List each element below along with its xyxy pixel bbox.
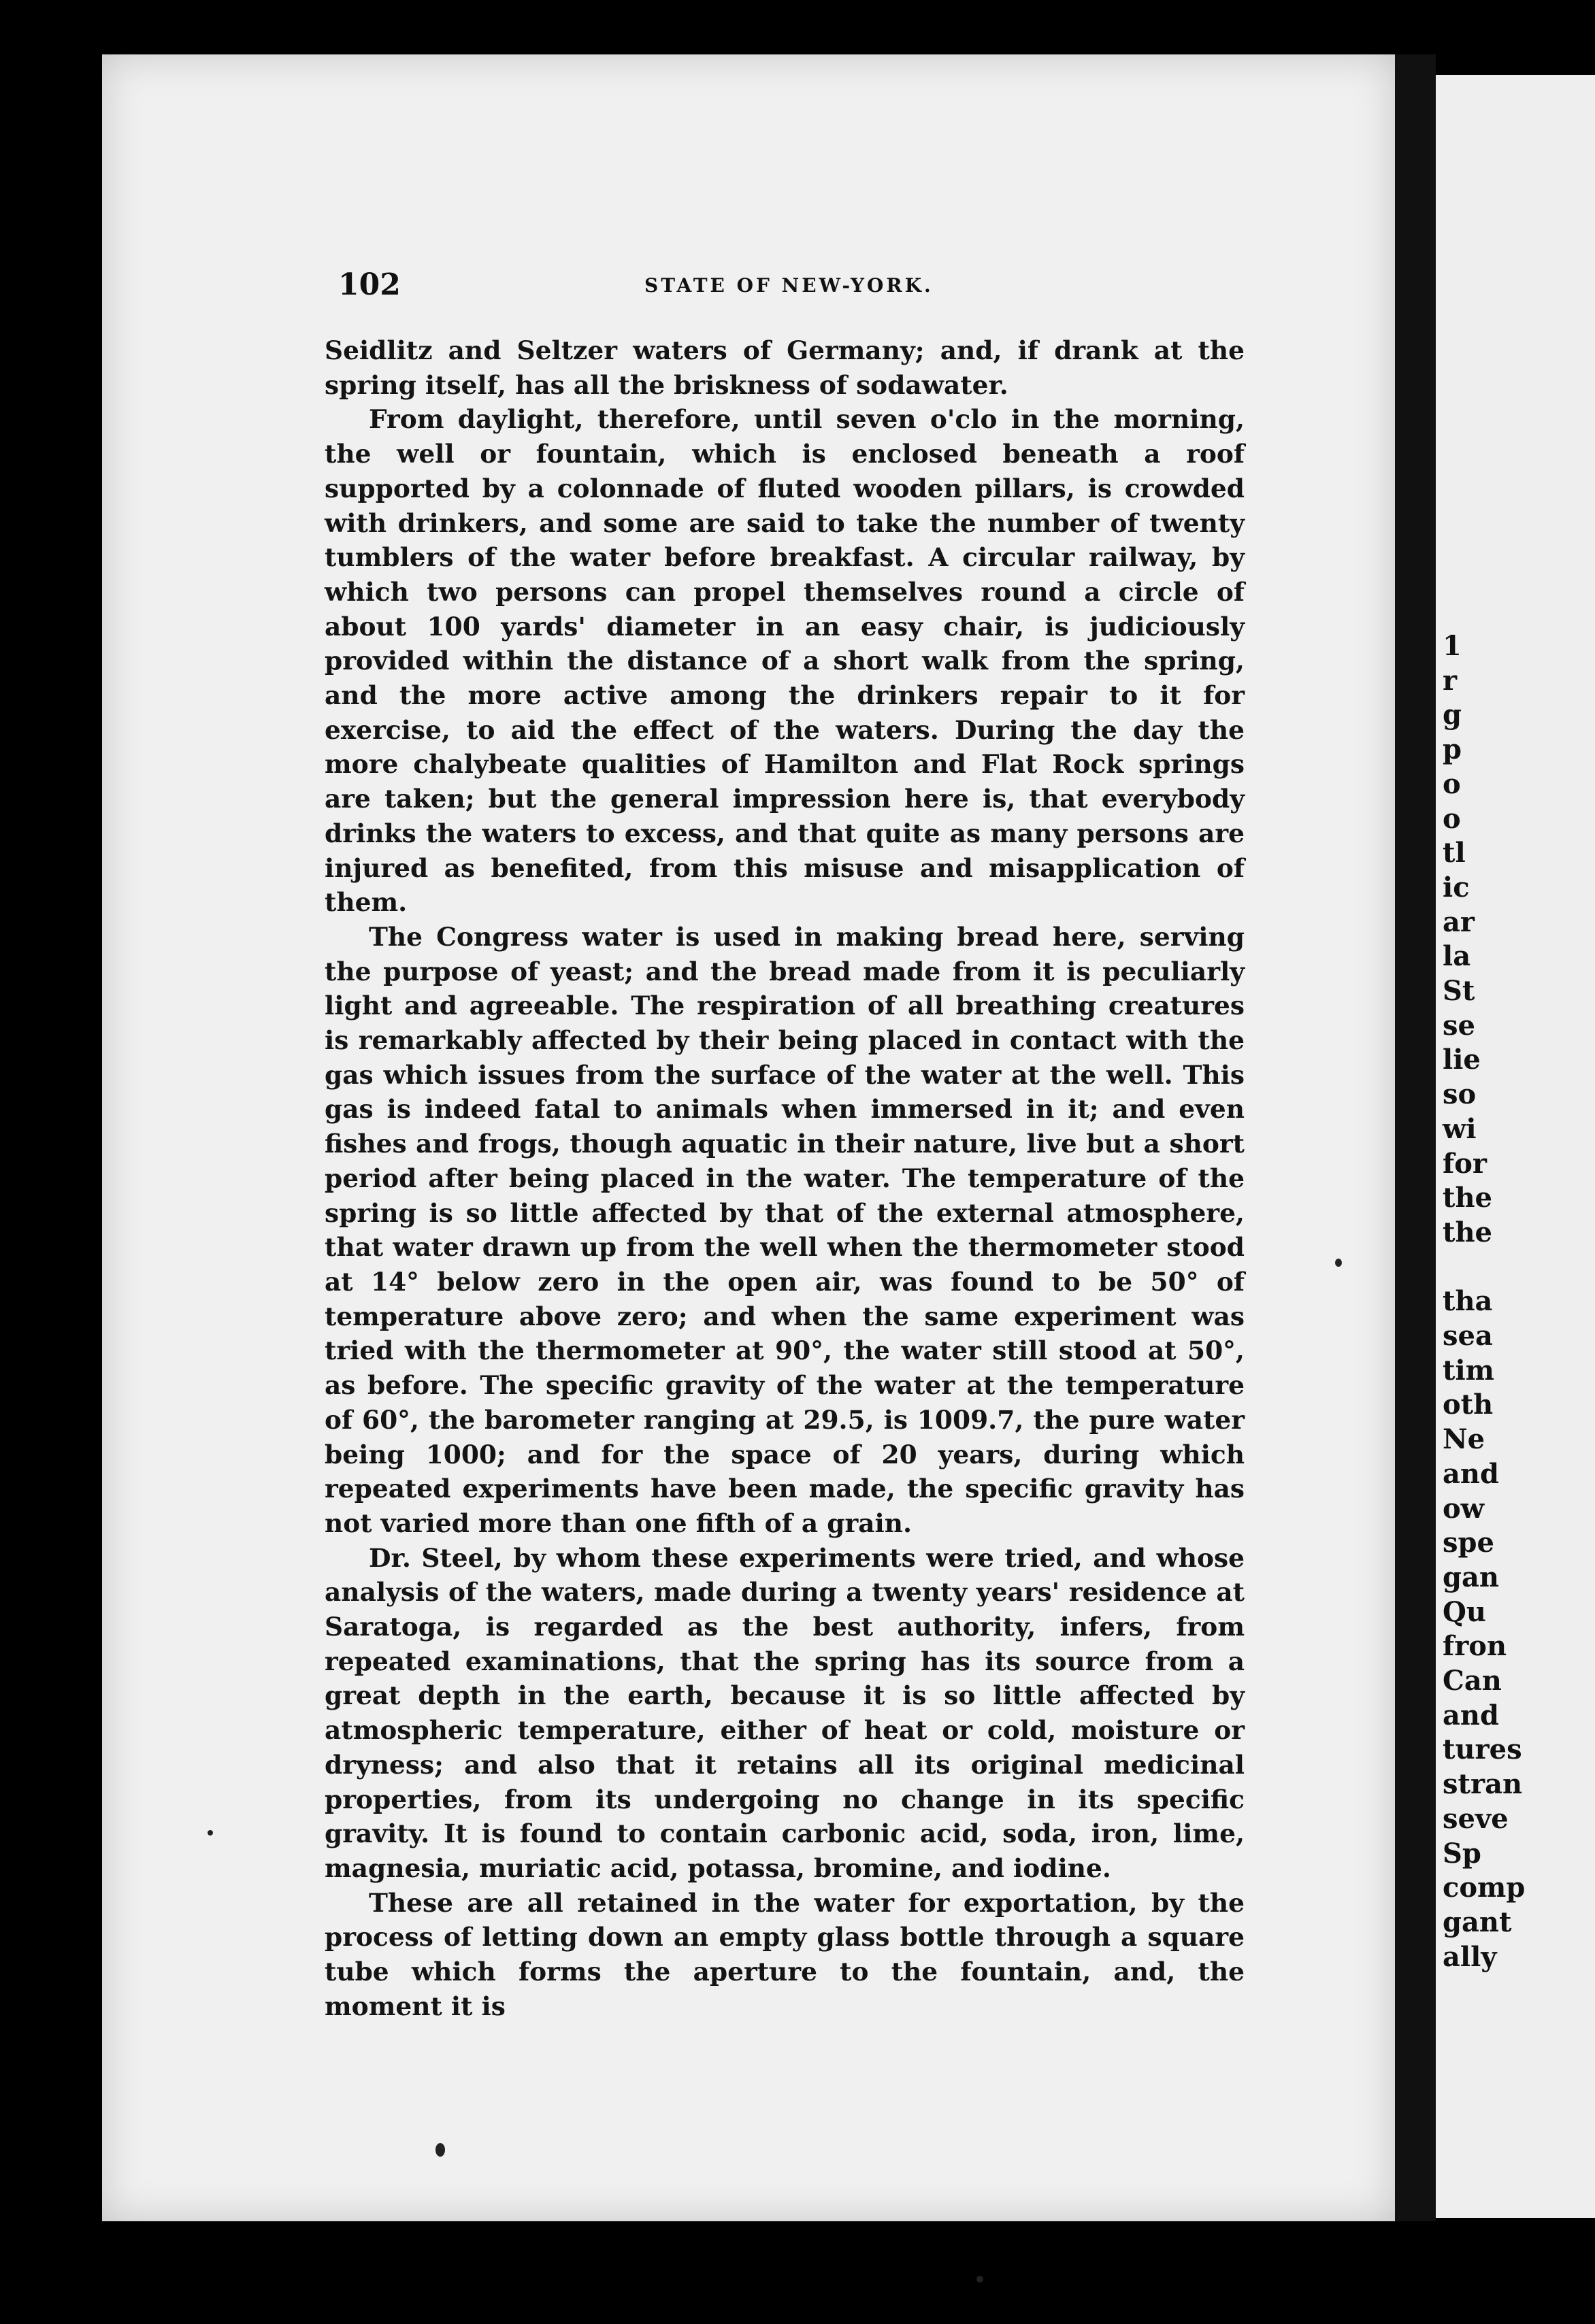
facing-page-fragment: Qu [1443,1595,1486,1628]
dust-speck [208,1830,213,1836]
running-head: STATE OF NEW-YORK. [644,274,934,297]
facing-page-fragment: so [1443,1078,1477,1111]
facing-page-fragment: wi [1443,1112,1477,1145]
facing-page-fragment: Can [1443,1665,1502,1697]
facing-page-fragment: ar [1443,906,1475,938]
facing-page-fragment: fron [1443,1630,1507,1663]
facing-page-fragment: tl [1443,837,1466,869]
facing-page-fragment: sea [1443,1320,1493,1352]
facing-page-fragment: seve [1443,1802,1509,1835]
paragraph: From daylight, therefore, until seven o'clo in the morning, the well or fountain, which is enclosed beneath a roof supported by a colonnade of fluted wooden pillars, is crowded with drinkers, and some are said to take the number of twenty tumblers of the water before breakfast. A circular railway, by which two persons can propel themselves round a circle of about 100 yards' diameter in an easy chair, is judiciously provided within the distance of a short walk from the spring, and the more active among the drinkers repair to it for exercise, to aid the effect of the waters. During the day the more chalybeate qualities of Hamilton and Flat Rock springs are taken; but the general impression here is, that everybody drinks the waters to excess, and that quite as many persons are injured as benefited, from this misuse and misapplication of them. [325,404,1245,918]
facing-page-fragment: for [1443,1147,1487,1180]
page-number: 102 [338,267,401,302]
facing-page-fragment: o [1443,767,1461,800]
facing-page-fragment: lie [1443,1044,1481,1076]
facing-page-fragment: the [1443,1182,1493,1214]
facing-page-fragment: gan [1443,1561,1499,1593]
paragraph: These are all retained in the water for exportation, by the process of letting down an empty glass bottle through a square tube which forms the aperture to the fountain, and, the moment it is [325,1887,1245,2021]
facing-page-fragment: spe [1443,1527,1494,1559]
facing-page-fragment: ally [1443,1940,1497,1973]
dust-speck [976,2276,983,2282]
dust-speck [1335,1259,1342,1267]
facing-page-fragment: tures [1443,1733,1522,1766]
facing-page-fragment: comp [1443,1872,1526,1904]
facing-page-fragment: ow [1443,1492,1485,1525]
body-text [325,333,1245,2023]
facing-page-fragment: ic [1443,871,1470,903]
facing-page-fragment: and [1443,1457,1499,1490]
facing-page-fragment: oth [1443,1389,1494,1421]
paragraph: Dr. Steel, by whom these experiments were tried, and whose analysis of the waters, made during a twenty years' residence at Saratoga, is regarded as the best authority, infers, from repeated examinations, that the spring has its source from a great depth in the earth, because it is so little affected by atmospheric temperature, either of heat or cold, moisture or dryness; and also that it retains all its original medicinal properties, from its undergoing no change in its specific gravity. It is found to contain carbonic acid, soda, iron, lime, magnesia, muriatic acid, potassa, bromine, and iodine. [325,1542,1245,1883]
facing-page-fragment: tha [1443,1285,1493,1318]
facing-page-fragment: gant [1443,1906,1512,1938]
facing-page-fragment: and [1443,1699,1499,1731]
facing-page-fragment: 1 [1443,630,1462,662]
facing-page-edge [1436,75,1595,2218]
paragraph: Seidlitz and Seltzer waters of Germany; and, if drank at the spring itself, has all the briskness of sodawater. [325,335,1245,400]
facing-page-fragment: la [1443,940,1471,973]
facing-page-fragment: p [1443,733,1462,766]
facing-page-fragment: g [1443,699,1462,731]
facing-page-fragment: stran [1443,1768,1523,1801]
page-header [338,267,1243,308]
facing-page-fragment: Ne [1443,1423,1485,1456]
facing-page-fragment: o [1443,802,1461,835]
facing-page-fragment: the [1443,1216,1493,1248]
facing-page-fragment: se [1443,1009,1475,1042]
book-gutter [1395,54,1436,2221]
paragraph: The Congress water is used in making bread here, serving the purpose of yeast; and the bread made from it is peculiarly light and agreeable. The respiration of all breathing creatures is remarkably affected by their being placed in contact with the gas which issues from the surface of the water at the well. This gas is indeed fatal to animals when immersed in it; and even fishes and frogs, though aquatic in their nature, live but a short period after being placed in the water. The temperature of the spring is so little affected by that of the external atmosphere, that water drawn up from the well when the thermometer stood at 14° below zero in the open air, was found to be 50° of temperature above zero; and when the same experiment was tried with the thermometer at 90°, the water still stood at 50°, as before. The specific gravity of the water at the temperature of 60°, the barometer ranging at 29.5, is 1009.7, the pure water being 1000; and for the space of 20 years, during which repeated experiments have been made, the specific gravity has not varied more than one fifth of a grain. [325,921,1245,1538]
facing-page-fragment: St [1443,975,1475,1007]
facing-page-fragment: Sp [1443,1837,1481,1870]
facing-page-fragment: r [1443,664,1458,697]
facing-page-fragment: tim [1443,1354,1494,1387]
dust-speck [435,2143,445,2157]
